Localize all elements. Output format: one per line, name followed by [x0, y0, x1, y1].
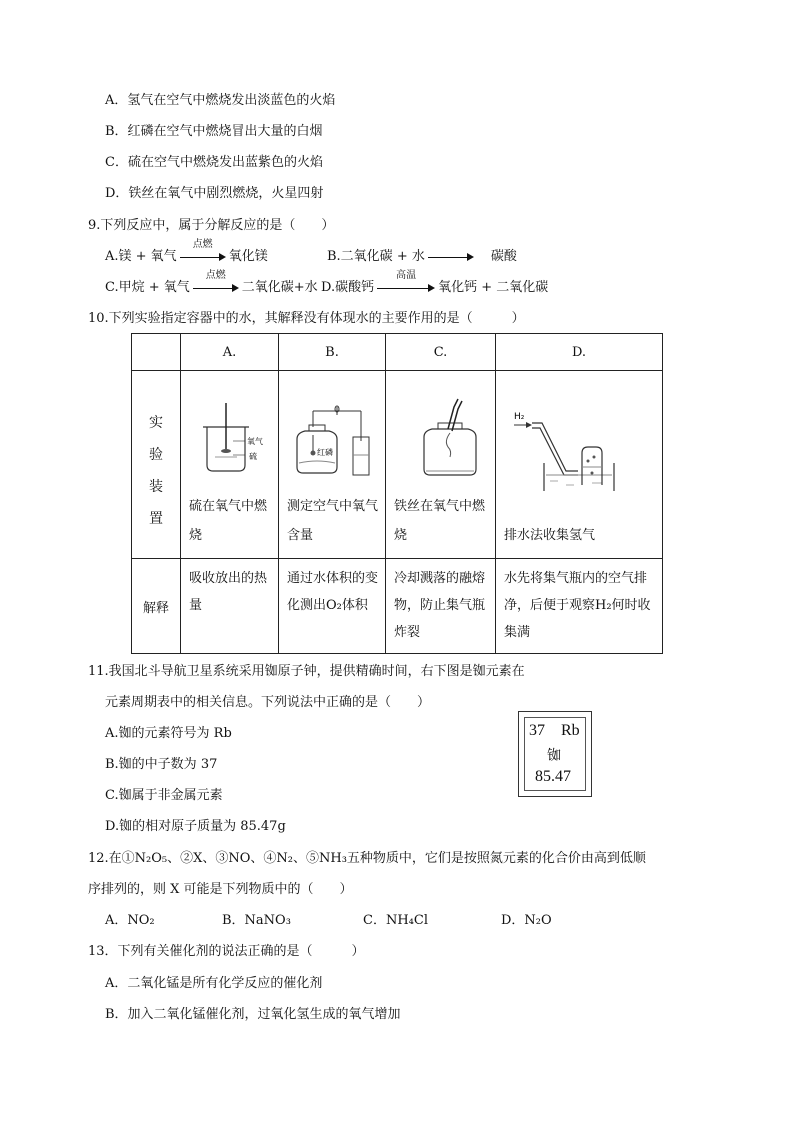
row-label-char: 置 [149, 511, 163, 527]
q13-option-a: A．二氧化锰是所有化学反应的催化剂 [105, 976, 323, 991]
row-label-char: 验 [149, 447, 163, 463]
explanation-cell-c [386, 559, 496, 654]
explanation-row [132, 559, 663, 654]
header-cell-b: B. [279, 334, 386, 371]
q13-option-b: B．加入二氧化锰催化剂，过氧化氢生成的氧气增加 [105, 1007, 401, 1022]
reaction-condition: 点燃 [192, 238, 213, 250]
oxygen-content-figure [279, 371, 386, 481]
experiment-table [131, 333, 663, 654]
apparatus-row-label [132, 371, 181, 559]
q11-stem-line1: 11.我国北斗导航卫星系统采用铷原子钟，提供精确时间，右下图是铷元素在 [88, 664, 525, 679]
q11-option-c: C.铷属于非金属元素 [105, 788, 223, 803]
q8-option-b: B．红磷在空气中燃烧冒出大量的白烟 [105, 124, 323, 139]
sulfur-combustion-figure [181, 371, 279, 481]
red-phosphorus-label: 红磷 [317, 448, 333, 457]
oxygen-label: 氧气 [247, 437, 263, 446]
apparatus-caption-c: 铁丝在氧气中燃烧 [394, 499, 486, 543]
element-symbol: Rb [561, 722, 580, 739]
row-label-char: 装 [149, 479, 163, 495]
q9-b-reactants: B.二氧化碳 + 水 [327, 249, 425, 264]
apparatus-cell-d [496, 371, 663, 559]
q12-option-d: D．N₂O [501, 913, 552, 928]
apparatus-row [132, 371, 663, 559]
explanation-text-a: 吸收放出的热量 [189, 571, 268, 613]
atomic-mass: 85.47 [535, 768, 571, 785]
header-cell-d: D. [496, 334, 663, 371]
explanation-text-c: 冷却溅落的融熔物，防止集气瓶炸裂 [394, 571, 486, 640]
q9-option-d [321, 269, 549, 297]
q9-a-products: 氧化镁 [228, 249, 268, 264]
reaction-arrow-icon [377, 269, 435, 294]
q9-c-reactants: C.甲烷 + 氧气 [105, 280, 190, 295]
q11-option-a: A.铷的元素符号为 Rb [105, 726, 232, 741]
q9-option-c [105, 269, 318, 297]
q9-d-reactants: D.碳酸钙 [321, 280, 375, 295]
apparatus-caption-d: 排水法收集氢气 [504, 528, 596, 543]
q10-stem: 10.下列实验指定容器中的水，其解释没有体现水的主要作用的是（ ） [88, 311, 525, 326]
header-cell-a: A. [181, 334, 279, 371]
header-empty-cell [132, 334, 181, 371]
q12-option-b: B．NaNO₃ [222, 913, 291, 928]
q13-stem: 13．下列有关催化剂的说法正确的是（ ） [88, 944, 365, 959]
reaction-condition: 点燃 [205, 269, 226, 281]
table-header-row [132, 334, 663, 371]
explanation-cell-d [496, 559, 663, 654]
q9-c-products: 二氧化碳+水 [241, 280, 318, 295]
explanation-text-b: 通过水体积的变化测出O₂体积 [287, 571, 379, 613]
hydrogen-collection-figure [496, 371, 663, 491]
element-name: 铷 [547, 748, 561, 764]
reaction-arrow-icon [193, 269, 239, 294]
iron-wire-figure [386, 371, 496, 481]
q12-stem-line2: 序排列的，则 X 可能是下列物质中的（ ） [88, 882, 353, 897]
q9-b-products: 碳酸 [490, 249, 517, 264]
explanation-text-d: 水先将集气瓶内的空气排净，后便于观察H₂何时收集满 [504, 571, 651, 640]
q12-option-a: A．NO₂ [105, 913, 155, 928]
explanation-label: 解释 [132, 559, 181, 654]
q8-option-d: D．铁丝在氧气中剧烈燃烧，火星四射 [105, 186, 324, 201]
q11-stem-line2: 元素周期表中的相关信息。下列说法中正确的是（ ） [105, 695, 431, 710]
explanation-cell-b [279, 559, 386, 654]
apparatus-cell-b [279, 371, 386, 559]
periodic-table-element-card [518, 711, 592, 797]
reaction-arrow-icon [428, 251, 474, 263]
sulfur-label: 硫 [249, 452, 257, 461]
q9-option-b [327, 248, 517, 266]
reaction-arrow-icon [180, 238, 226, 263]
reaction-condition: 高温 [396, 269, 417, 281]
q8-option-c: C．硫在空气中燃烧发出蓝紫色的火焰 [105, 155, 323, 170]
q9-option-a [105, 238, 268, 266]
q9-stem: 9.下列反应中，属于分解反应的是（ ） [88, 218, 335, 233]
q9-d-products: 氧化钙 + 二氧化碳 [438, 280, 549, 295]
q12-stem-line1: 12.在①N₂O₅、②X、③NO、④N₂、⑤NH₃五种物质中，它们是按照氮元素的化合价由高到低顺 [88, 851, 646, 866]
apparatus-caption-a: 硫在氧气中燃烧 [189, 499, 268, 543]
atomic-number: 37 [529, 722, 545, 739]
h2-label: H₂ [514, 412, 525, 422]
apparatus-cell-a [181, 371, 279, 559]
header-cell-c: C. [386, 334, 496, 371]
q9-a-reactants: A.镁 + 氧气 [105, 249, 177, 264]
q11-option-d: D.铷的相对原子质量为 85.47g [105, 819, 286, 834]
explanation-cell-a [181, 559, 279, 654]
q8-option-a: A．氢气在空气中燃烧发出淡蓝色的火焰 [105, 93, 336, 108]
q11-option-b: B.铷的中子数为 37 [105, 757, 218, 772]
apparatus-cell-c [386, 371, 496, 559]
q12-option-c: C．NH₄Cl [363, 913, 428, 928]
apparatus-caption-b: 测定空气中氧气含量 [287, 499, 379, 543]
row-label-char: 实 [149, 415, 163, 431]
